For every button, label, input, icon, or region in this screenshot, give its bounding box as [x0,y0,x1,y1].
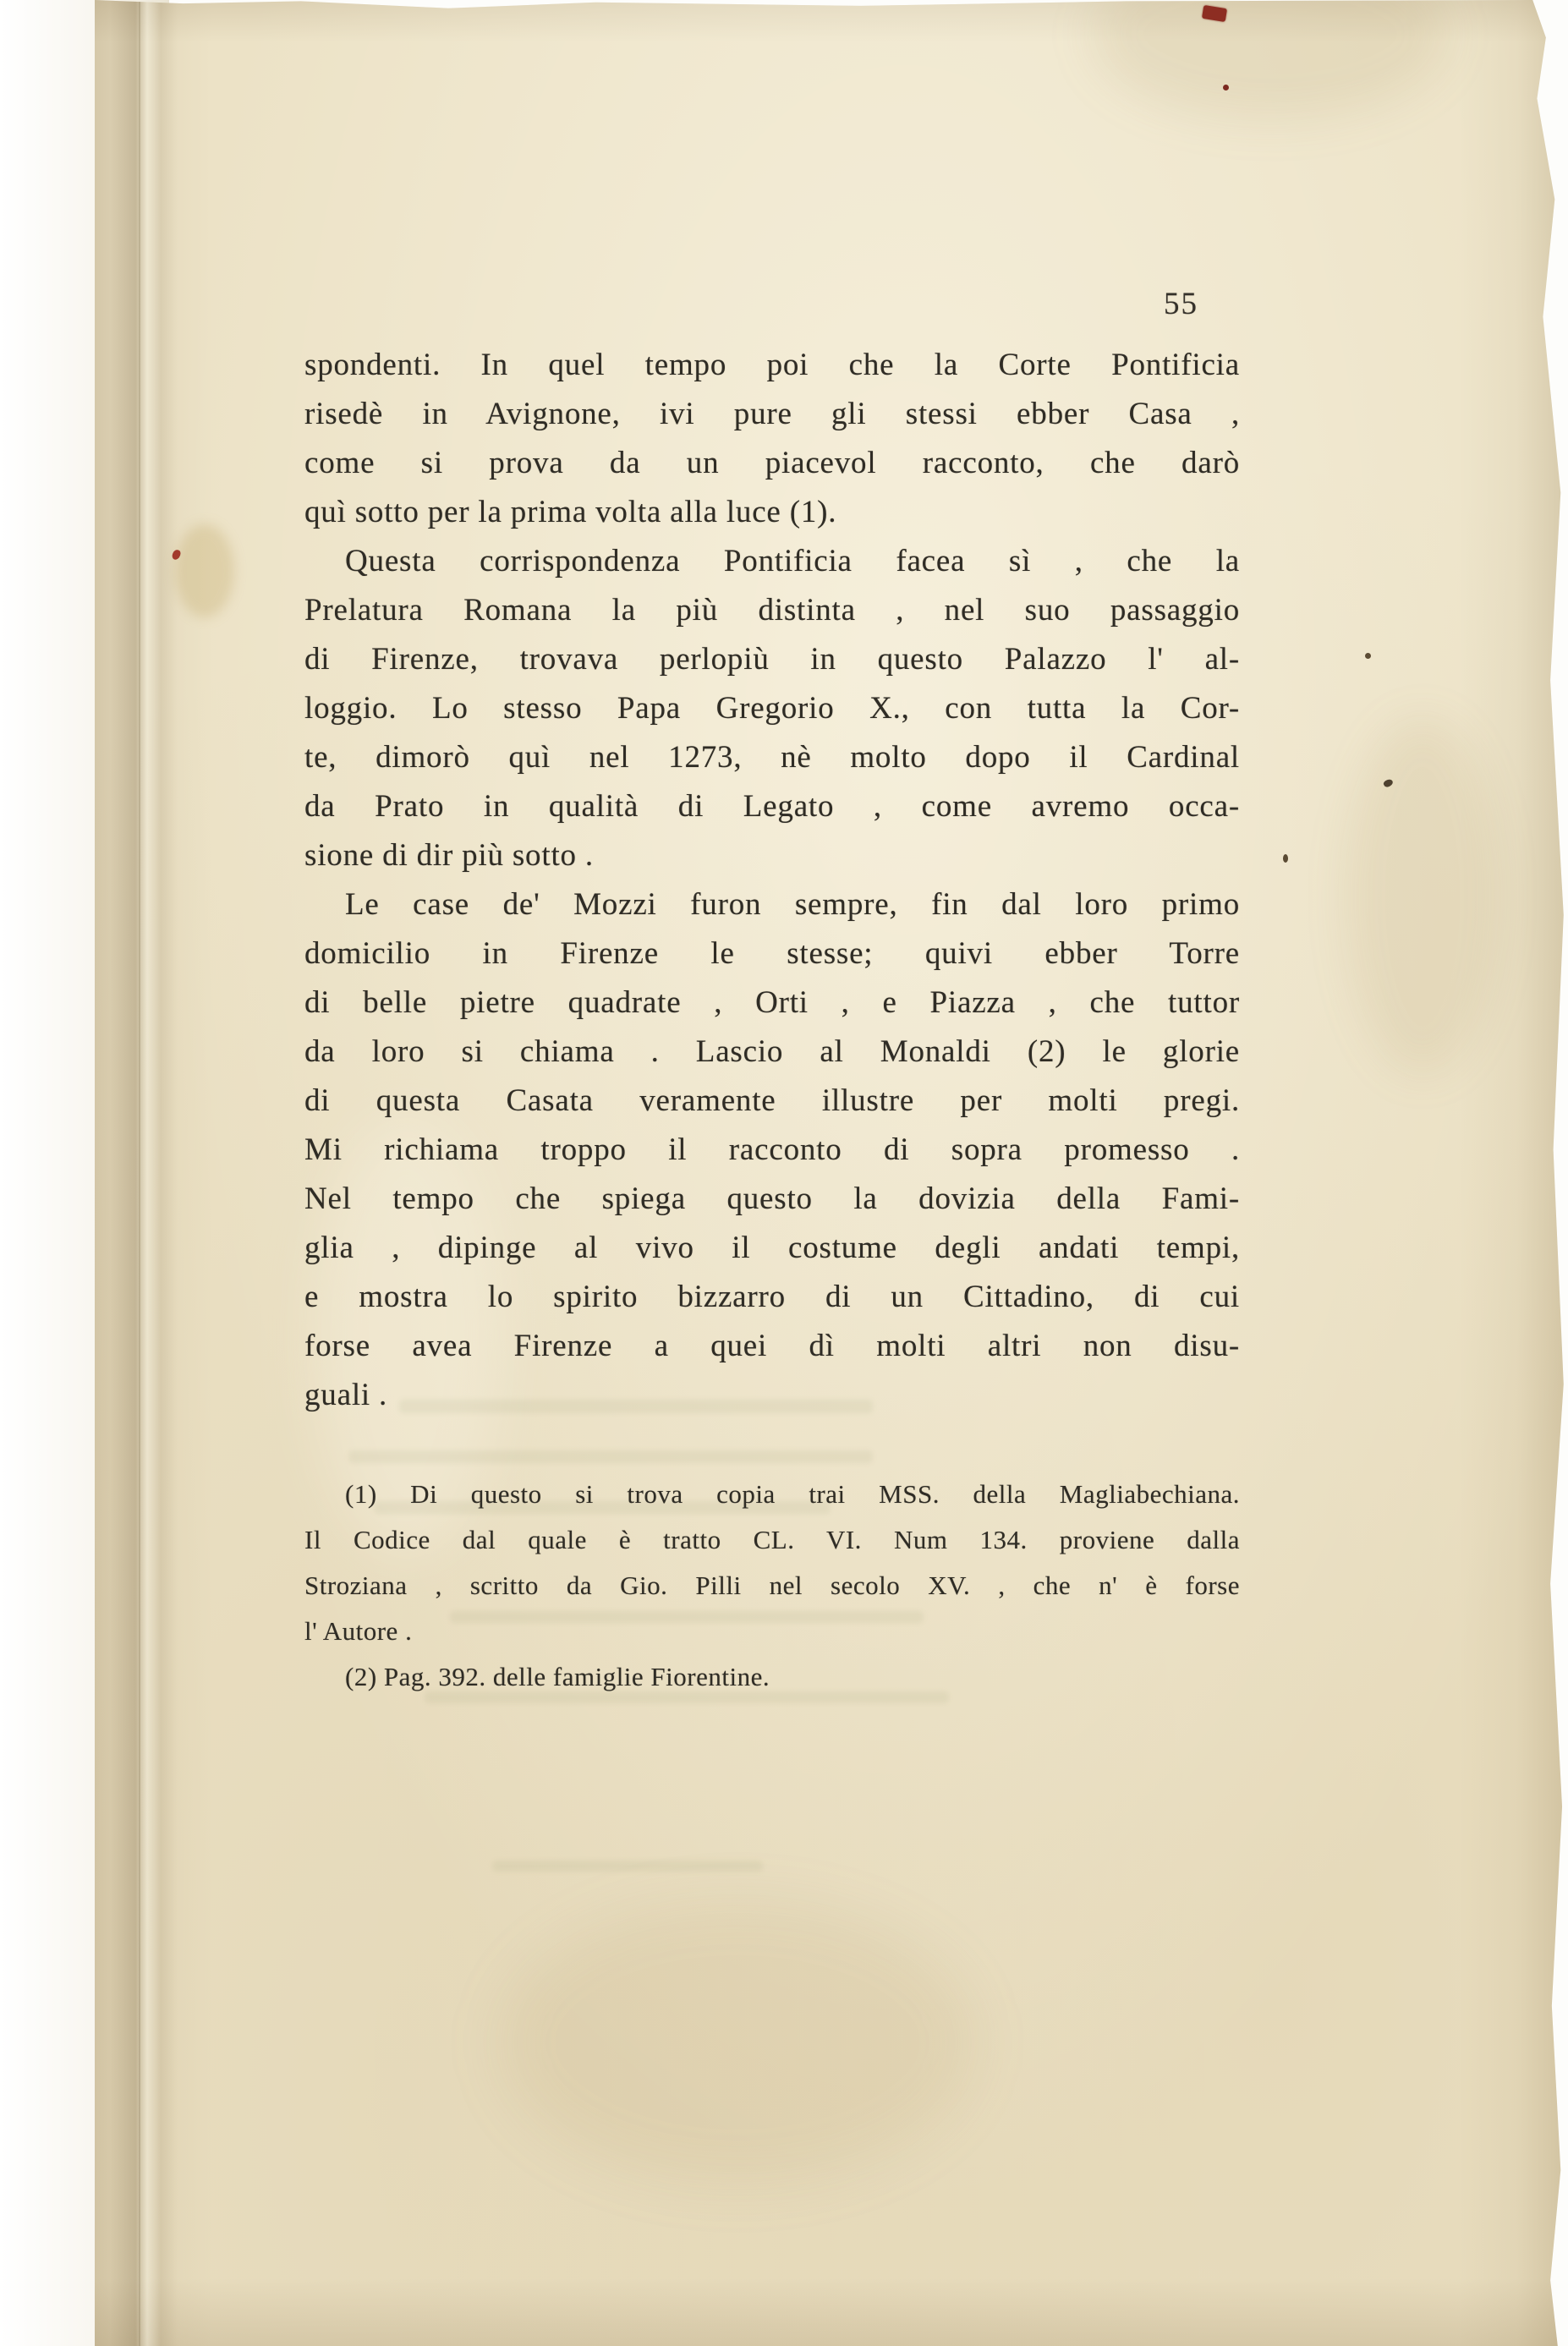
text-line: di questa Casata veramente illustre per molti pregi. [304,1083,1240,1118]
text-line: da loro si chiama . Lascio al Monaldi (2) le glorie [304,1034,1240,1069]
text-line: (1) Di questo si trova copia trai MSS. della Magliabechiana. [345,1479,1240,1509]
text-line: Mi richiama troppo il racconto di sopra promesso . [304,1132,1240,1167]
text-line: Questa corrispondenza Pontificia facea sì , che la [345,544,1240,578]
body-paragraph [304,880,1240,1420]
text-line: e mostra lo spirito bizzarro di un Cittadino, di cui [304,1280,1240,1314]
text-line: Le case de' Mozzi furon sempre, fin dal loro primo [345,887,1240,922]
ink-speck [1365,653,1371,659]
paper-stain [1346,719,1499,1074]
text-line: da Prato in qualità di Legato , come avremo occa- [304,789,1240,824]
body-paragraph [304,537,1240,880]
text-line: di Firenze, trovava perlopiù in questo Palazzo l' al- [304,642,1240,677]
text-line: loggio. Lo stesso Papa Gregorio X., con tutta la Cor- [304,691,1240,726]
page-number: 55 [1164,287,1198,321]
text-line: quì sotto per la prima volta alla luce (1). [304,495,837,529]
text-line: te, dimorò quì nel 1273, nè molto dopo il Cardinal [304,740,1240,775]
text-line: guali . [304,1378,388,1412]
ink-speck [1383,778,1395,788]
text-line: domicilio in Firenze le stesse; quivi ebber Torre [304,936,1240,971]
text-line: sione di dir più sotto . [304,838,594,873]
fold-crease [110,0,178,2346]
text-line: Nel tempo che spiega questo la dovizia della Fami- [304,1181,1240,1216]
footnotes [304,1472,1240,1700]
bleed-through-smudge [348,1450,873,1463]
red-ink-mark [1202,5,1227,22]
body-text [304,341,1240,1420]
paper-stain [175,524,234,617]
text-line: forse avea Firenze a quei dì molti altri non disu- [304,1329,1240,1363]
fold-crease-line [139,0,140,2346]
text-line: risedè in Avignone, ivi pure gli stessi ebber Casa , [304,397,1240,431]
text-line: spondenti. In quel tempo poi che la Corte Pontificia [304,348,1240,382]
text-line: l' Autore . [304,1616,413,1646]
paper-stain [1093,0,1448,118]
text-line: Stroziana , scritto da Gio. Pilli nel secolo XV. , che n' è forse [304,1570,1240,1600]
text-line: come si prova da un piacevol racconto, che darò [304,446,1240,480]
text-line: di belle pietre quadrate , Orti , e Piazza , che tuttor [304,985,1240,1020]
red-ink-dot [1223,85,1229,90]
bleed-through-smudge [492,1861,763,1872]
text-line: glia , dipinge al vivo il costume degli andati tempi, [304,1231,1240,1265]
text-line: Il Codice dal quale è tratto CL. VI. Num 134. proviene dalla [304,1525,1240,1554]
text-line: Prelatura Romana la più distinta , nel suo passaggio [304,593,1240,628]
paper-stain [501,1903,974,2182]
body-paragraph [304,341,1240,537]
footnote-paragraph [304,1654,1240,1700]
footnote-paragraph [304,1472,1240,1654]
text-line: (2) Pag. 392. delle famiglie Fiorentine. [345,1662,770,1691]
ink-speck [1283,854,1288,863]
